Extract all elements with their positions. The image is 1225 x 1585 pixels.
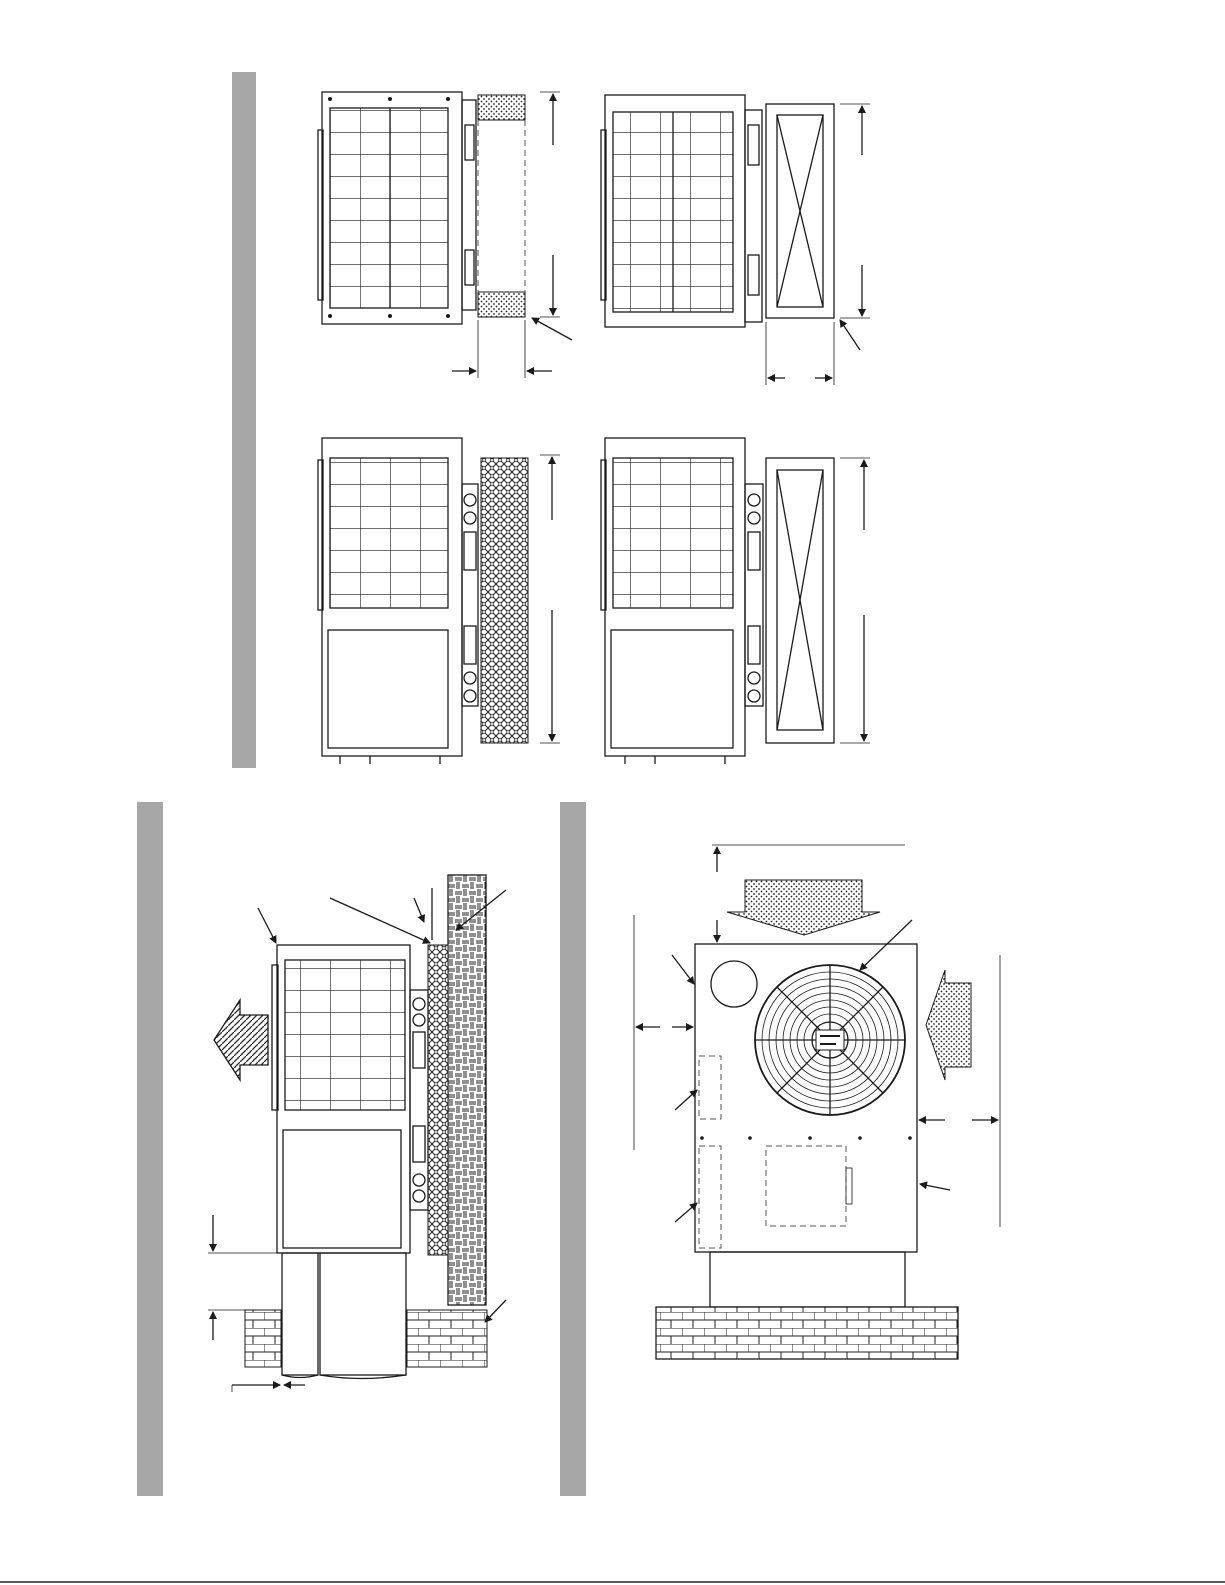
leader-unit (258, 908, 276, 943)
section-band-left (137, 802, 163, 1496)
section-band-right (560, 802, 586, 1496)
section-band-top (232, 72, 256, 768)
clearance-block-top (478, 95, 525, 120)
coil-grille (613, 458, 733, 608)
ground-pad-right (407, 1310, 487, 1367)
coil-grille (330, 458, 448, 608)
airflow-arrow-side (926, 970, 971, 1080)
clearance-top-views (318, 92, 870, 764)
clearance-block-bottom (478, 292, 525, 317)
airflow-arrow (214, 1000, 268, 1080)
unit-view-c (318, 438, 560, 764)
condenser-fan-grille (755, 965, 905, 1115)
unit-view-d (601, 438, 870, 764)
clearance-panel (428, 945, 448, 1255)
support-leg (320, 1253, 406, 1375)
leader-unit-corner (672, 955, 694, 984)
airflow-arrow-top (727, 880, 880, 935)
wall-mount-side-view (208, 875, 506, 1392)
ground-pad-left (245, 1310, 281, 1367)
building-wall (448, 875, 486, 1305)
fan-logo-badge (816, 1030, 844, 1050)
unit-stand (710, 1252, 905, 1307)
leader-service-lower (675, 1203, 697, 1222)
leader-pad (485, 1300, 506, 1322)
leader-clearance (532, 318, 572, 340)
coil-grille (330, 108, 448, 308)
ground-pad (656, 1307, 958, 1359)
service-panel (410, 990, 428, 1210)
clearance-block (481, 458, 528, 743)
fan-front-view (634, 845, 1000, 1359)
unit-outline (695, 944, 917, 1252)
leader-panel (330, 898, 430, 943)
leader-service-upper (675, 1090, 697, 1110)
coil-grille (285, 960, 405, 1110)
leader-clearance (840, 320, 860, 350)
unit-view-a (318, 92, 572, 378)
unit-view-b (601, 95, 870, 385)
leader-side-panel (920, 1184, 950, 1190)
support-leg (282, 1253, 318, 1375)
leader-gap (414, 898, 424, 922)
